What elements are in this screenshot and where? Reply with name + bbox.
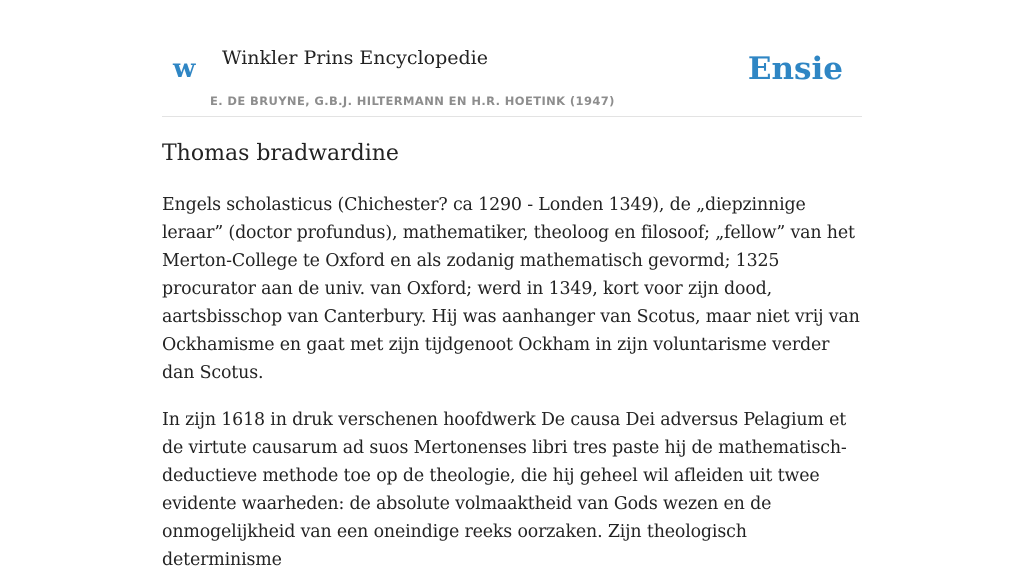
source-logo-icon[interactable]: w [173,54,196,84]
article-paragraph: Engels scholasticus (Chichester? ca 1290 - Londen 1349), de „diepzinnige leraar” (doctor profundus), mathematiker, theoloog en filosoof; „fellow” van het Merton-College te Oxford en als zodanig mathematisch gevormd; 1325 procurator aan de univ. van Oxford; werd in 1349, kort voor zijn dood, aartsbisschop van Canterbury. Hij was aanhanger van Scotus, maar niet vrij van Ockhamisme en gaat met zijn tijdgenoot Ockham in zijn voluntarisme verder dan Scotus. [162,195,860,383]
article [162,139,862,574]
ensie-logo[interactable]: Ensie [747,51,843,87]
article-paragraph: In zijn 1618 in druk verschenen hoofdwerk De causa Dei adversus Pelagium et de virtute causarum ad suos Mertonenses libri tres paste hij de mathematisch-deductieve methode toe op de theologie, die hij geheel wil afleiden uit twee evidente waarheden: de absolute volmaaktheid van Gods wezen en de onmogelijkheid van een oneindige reeks oorzaken. Zijn theologisch determinisme [162,410,847,570]
source-title[interactable]: Winkler Prins Encyclopedie [222,47,488,69]
source-authors: E. DE BRUYNE, G.B.J. HILTERMANN EN H.R. HOETINK (1947) [210,94,615,108]
article-title: Thomas bradwardine [162,141,399,166]
source-header [162,0,862,117]
